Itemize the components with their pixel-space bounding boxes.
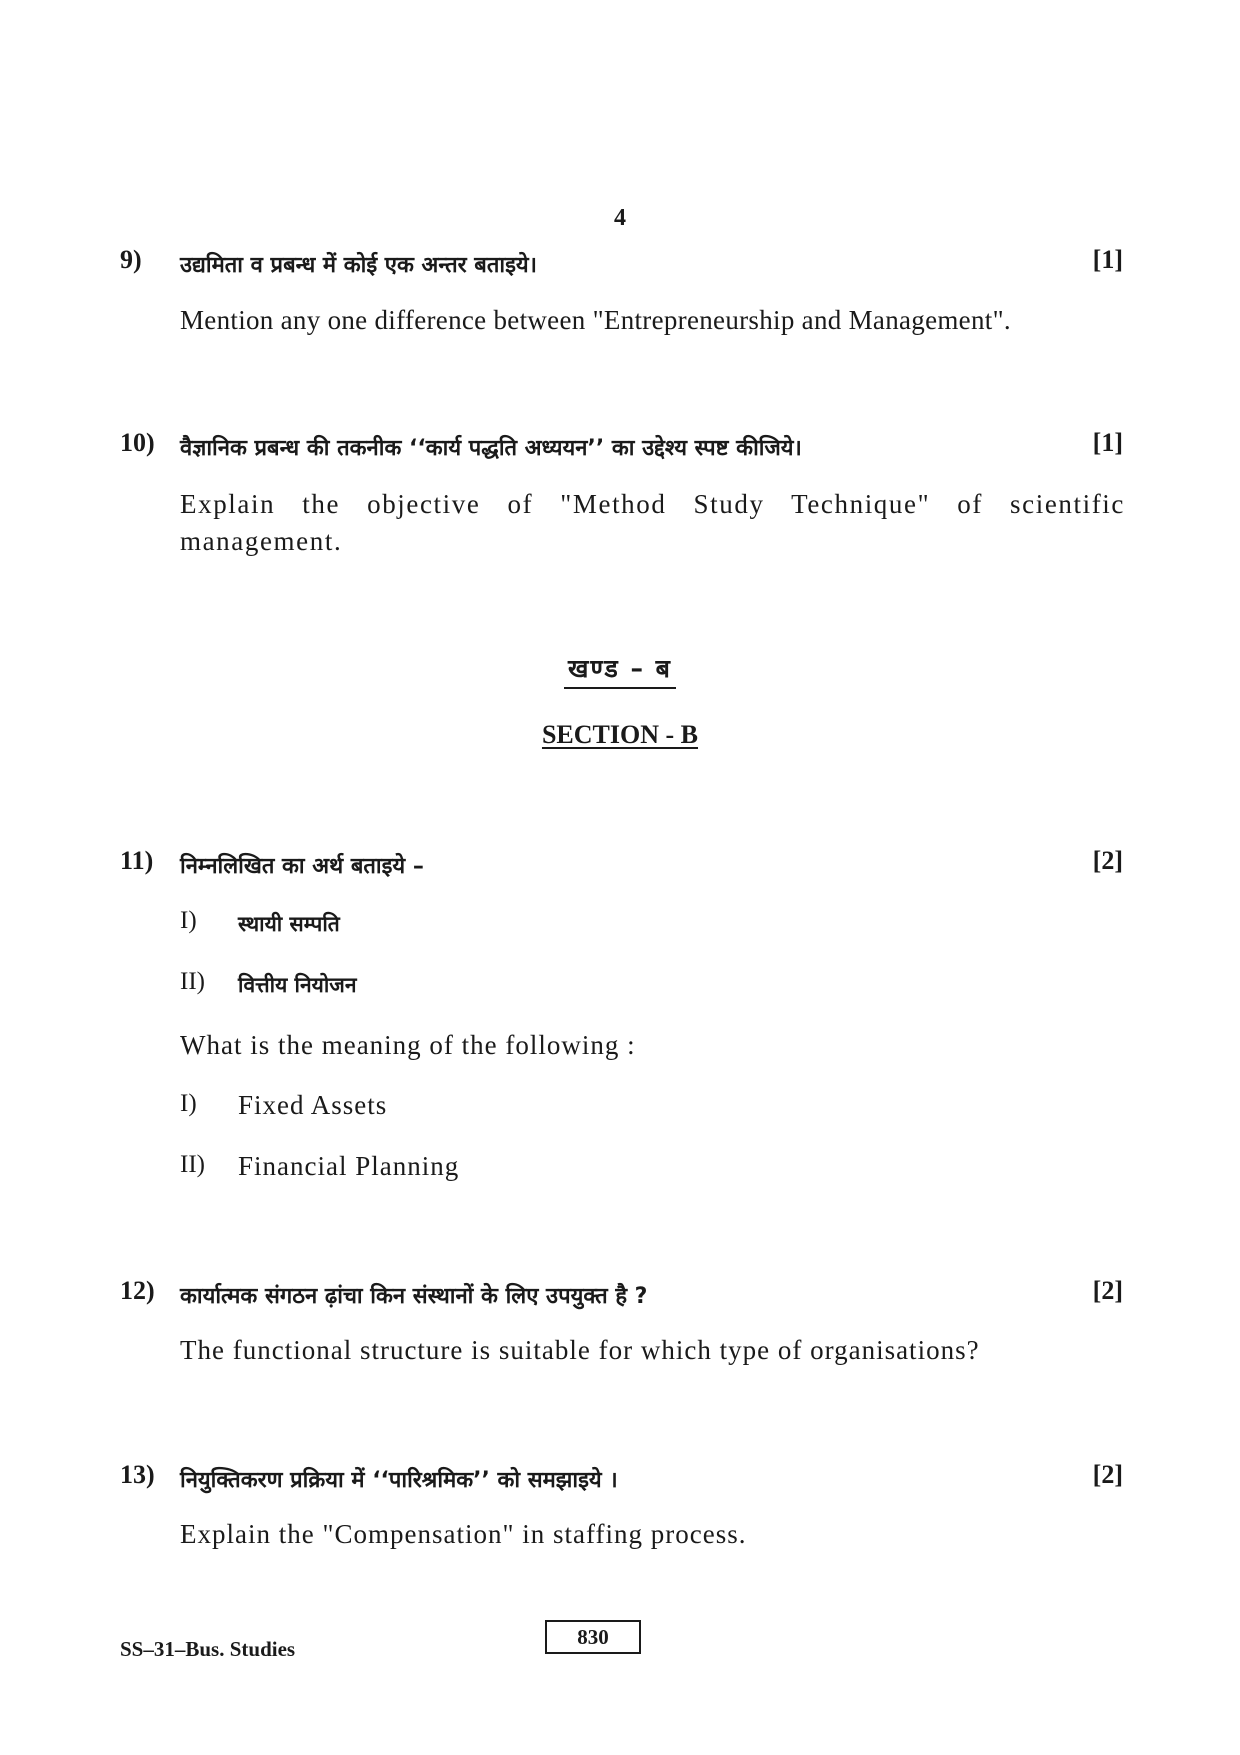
question-10-number: 10) xyxy=(120,428,155,457)
question-9-number: 9) xyxy=(120,245,142,274)
question-9-marks: [1] xyxy=(1092,245,1123,274)
question-10-english: Explain the objective of "Method Study Technique" of scientific management. xyxy=(180,489,1125,556)
question-10-hindi: वैज्ञानिक प्रबन्ध की तकनीक ‘‘कार्य पद्धति अध्ययन’’ का उद्देश्य स्पष्ट कीजिये। xyxy=(180,436,802,461)
question-12-marks: [2] xyxy=(1092,1276,1123,1305)
question-11-hindi-item-1: स्थायी सम्पति xyxy=(238,912,340,936)
question-13-marks: [2] xyxy=(1092,1460,1123,1489)
question-9-hindi: उद्यमिता व प्रबन्ध में कोई एक अन्तर बताइये। xyxy=(180,253,537,278)
question-11-english-item-2-roman: II) xyxy=(180,1151,205,1178)
question-11-english-item-1: Fixed Assets xyxy=(238,1090,388,1120)
question-13-number: 13) xyxy=(120,1460,155,1489)
footer-paper-code: SS–31–Bus. Studies xyxy=(120,1637,296,1661)
section-heading-hindi-text: खण्ड – ब xyxy=(564,654,676,689)
question-11-english-item-1-roman: I) xyxy=(180,1090,197,1117)
question-11-number: 11) xyxy=(120,846,154,875)
question-13-hindi: नियुक्तिकरण प्रक्रिया में ‘‘पारिश्रमिक’’ को समझाइये । xyxy=(180,1468,618,1493)
question-11-hindi-item-1-roman: I) xyxy=(180,907,197,934)
question-11-hindi-item-2: वित्तीय नियोजन xyxy=(238,973,357,997)
question-11-english: What is the meaning of the following : xyxy=(180,1030,636,1060)
footer-page-box: 830 xyxy=(545,1620,641,1654)
question-12-number: 12) xyxy=(120,1276,155,1305)
question-9-english: Mention any one difference between "Entrepreneurship and Management". xyxy=(180,305,1011,335)
question-13-english: Explain the "Compensation" in staffing process. xyxy=(180,1519,747,1549)
question-11-english-item-2: Financial Planning xyxy=(238,1151,460,1181)
section-heading-english xyxy=(0,720,1240,750)
question-11-hindi-item-2-roman: II) xyxy=(180,968,205,995)
page-number: 4 xyxy=(614,205,626,231)
question-12-hindi: कार्यात्मक संगठन ढ़ांचा किन संस्थानों के लिए उपयुक्त है ? xyxy=(180,1284,648,1309)
question-12-english: The functional structure is suitable for which type of organisations? xyxy=(180,1335,980,1365)
question-10-marks: [1] xyxy=(1092,428,1123,457)
question-11-marks: [2] xyxy=(1092,846,1123,875)
section-heading-hindi xyxy=(0,651,1240,685)
section-heading-english-text: SECTION - B xyxy=(541,720,699,749)
question-11-hindi: निम्नलिखित का अर्थ बताइये – xyxy=(180,854,424,879)
